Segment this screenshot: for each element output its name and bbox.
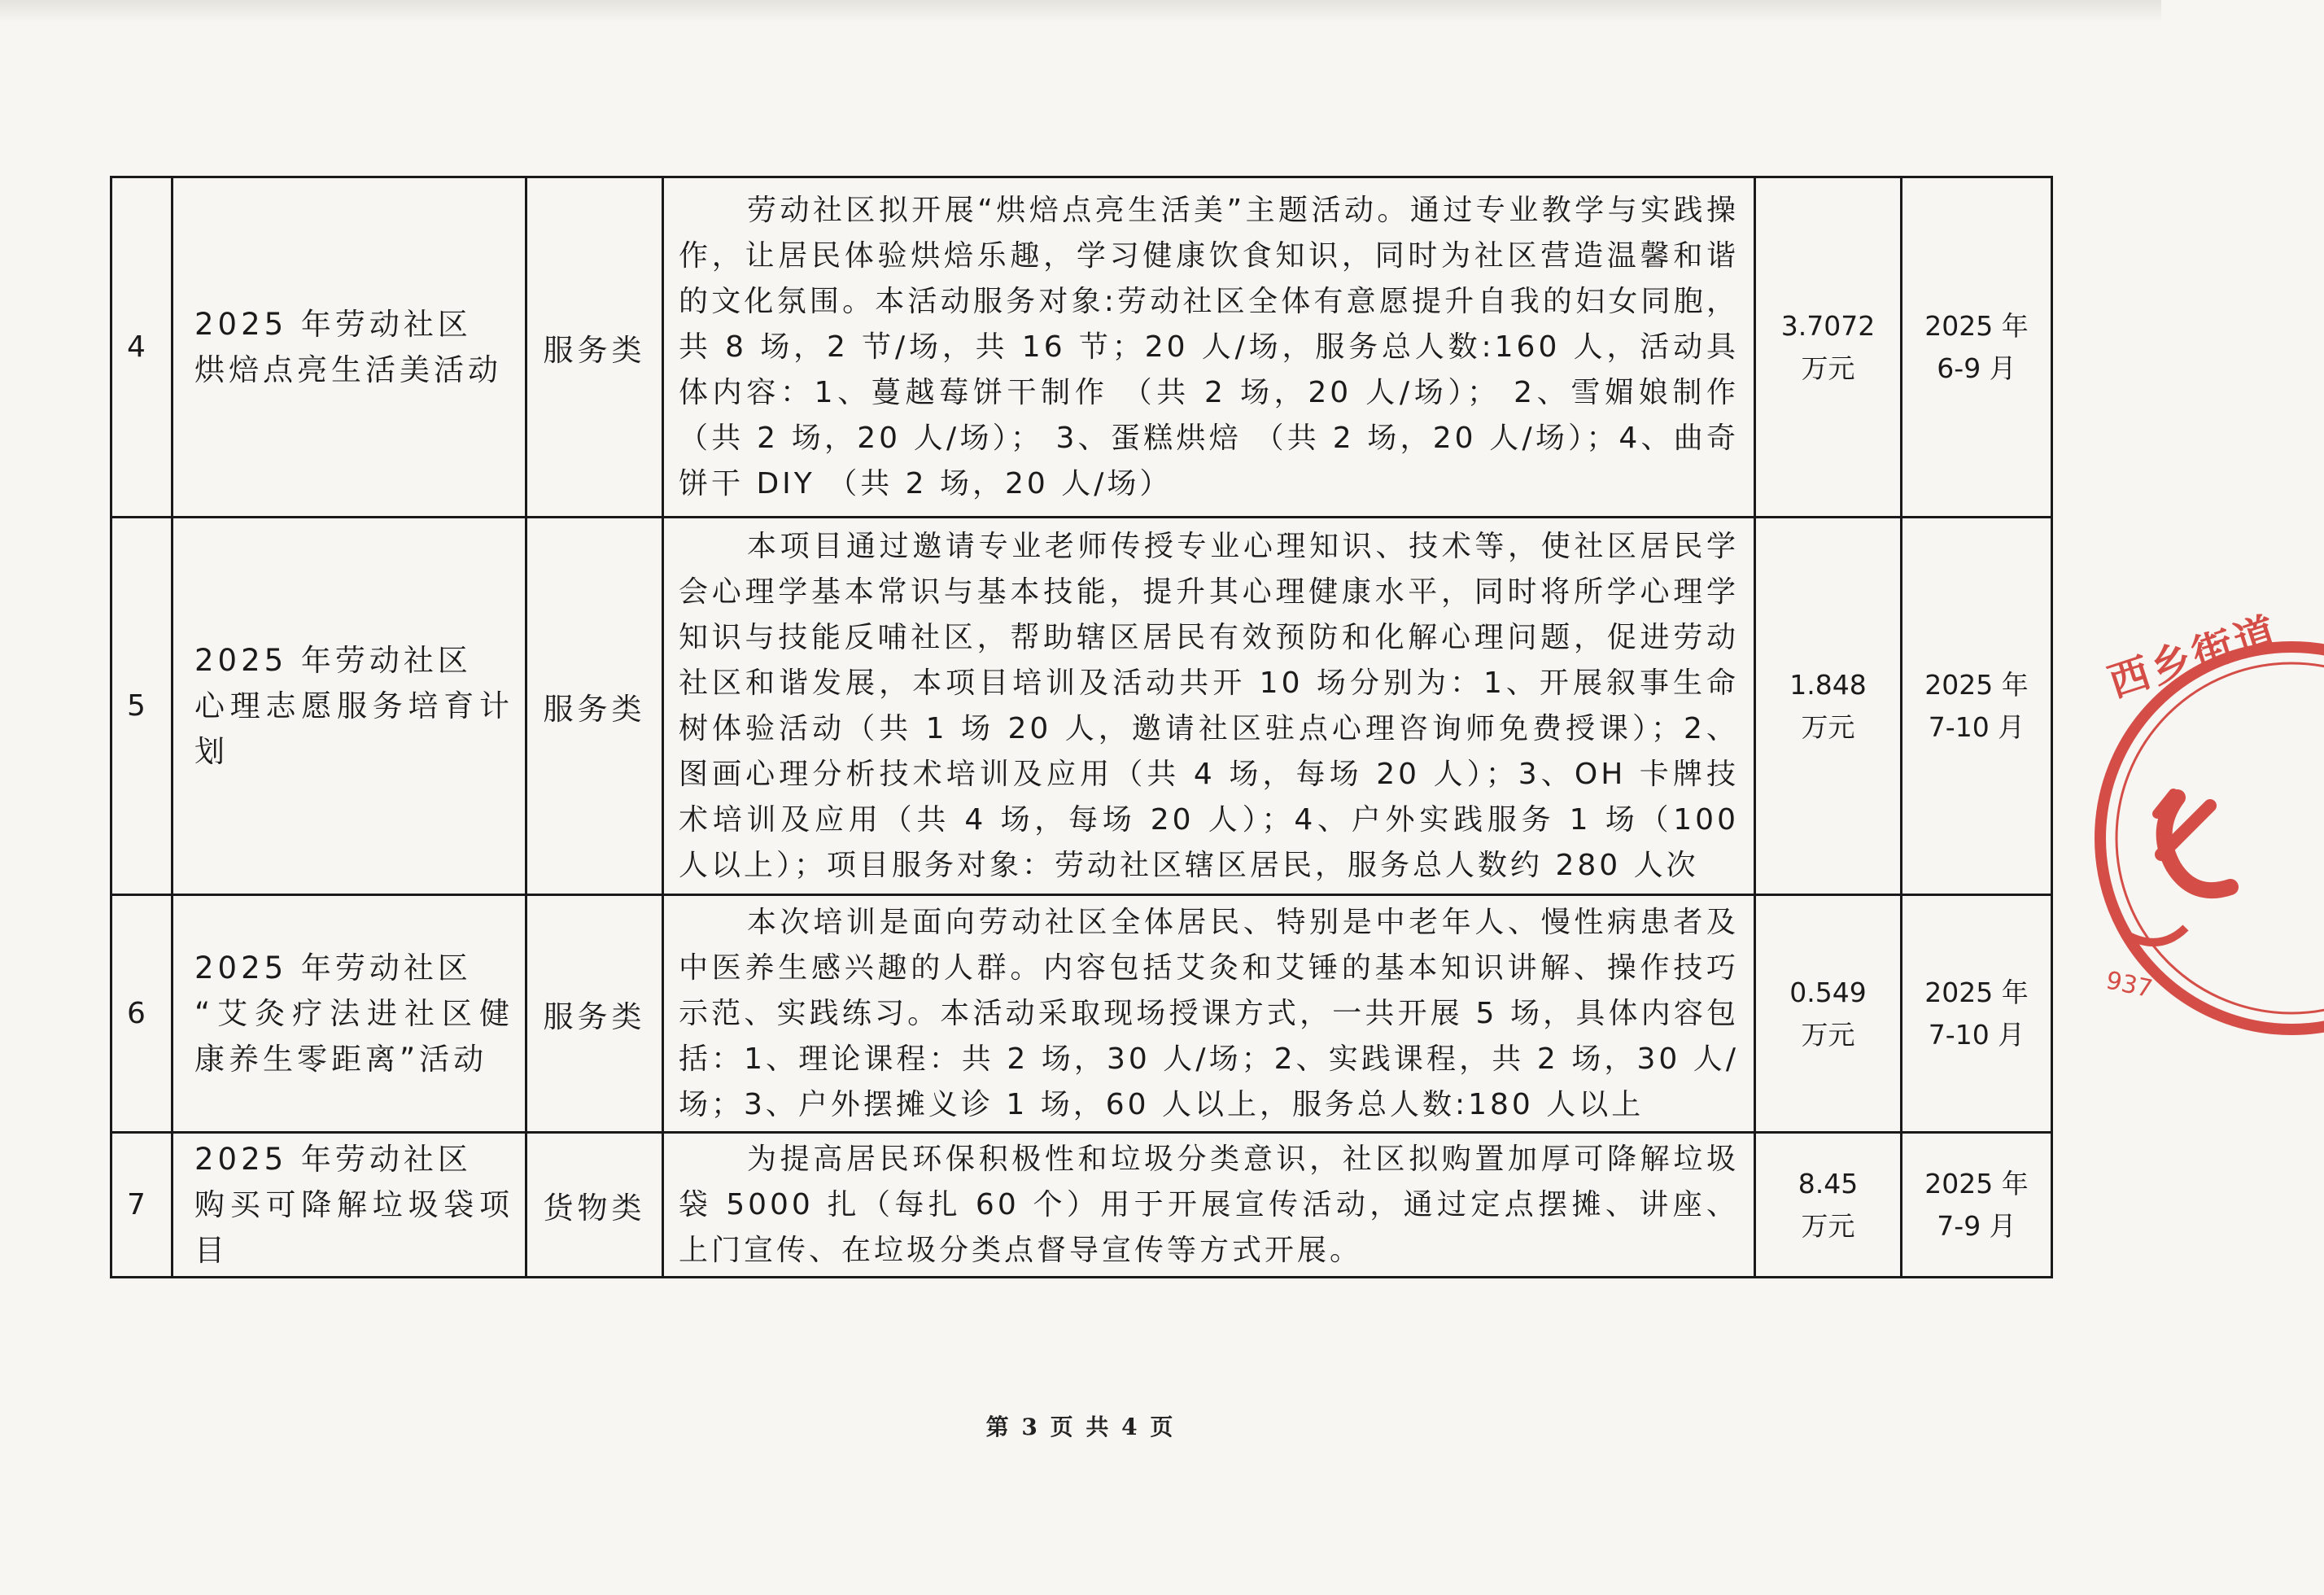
project-name-line: 心理志愿服务培育计划 (194, 688, 513, 769)
row-project-name (173, 1133, 526, 1278)
row-time (1902, 1133, 2052, 1278)
project-name-line: 购买可降解垃圾袋项目 (194, 1186, 513, 1268)
table-row (111, 177, 2052, 518)
row-time (1902, 177, 2052, 518)
amount-unit: 万元 (1801, 352, 1855, 384)
project-table (110, 176, 2053, 1278)
row-description: 本次培训是面向劳动社区全体居民、特别是中老年人、慢性病患者及中医养生感兴趣的人群。内容包括艾灸和艾锤的基本知识讲解、操作技巧示范、实践练习。本活动采取现场授课方式，一共开展 5 场，具体内容包括：1、理论课程：共 2 场，30 人/场；2、实践课程，共 2 场，30 人/场；3、户外摆摊义诊 1 场，60 人以上，服务总人数:180 人以上 (663, 895, 1755, 1133)
page-number: 第 3 页 共 4 页 (985, 1414, 1176, 1440)
row-amount (1755, 177, 1902, 518)
row-category: 服务类 (526, 177, 663, 518)
table-row (111, 1133, 2052, 1278)
row-category: 服务类 (526, 895, 663, 1133)
row-seq: 7 (111, 1133, 173, 1278)
project-name-line: 2025 年劳动社区 (194, 642, 472, 678)
amount-unit: 万元 (1801, 1209, 1855, 1242)
project-name-line: 2025 年劳动社区 (194, 306, 472, 342)
amount-unit: 万元 (1801, 710, 1855, 743)
time-months: 7-10 月 (1928, 1018, 2025, 1051)
row-amount (1755, 518, 1902, 895)
row-seq: 4 (111, 177, 173, 518)
project-name-line: 2025 年劳动社区 (194, 1141, 472, 1177)
row-description: 劳动社区拟开展“烘焙点亮生活美”主题活动。通过专业教学与实践操作，让居民体验烘焙乐趣，学习健康饮食知识，同时为社区营造温馨和谐的文化氛围。本活动服务对象:劳动社区全体有意愿提升自我的妇女同胞，共 8 场，2 节/场，共 16 节；20 人/场，服务总人数:160 人，活动具体内容：1、蔓越莓饼干制作 （共 2 场，20 人/场）； 2、雪媚娘制作 （共 2 场，20 人/场）； 3、蛋糕烘焙 （共 2 场，20 人/场）；4、曲奇饼干 DIY （共 2 场，20 人/场） (663, 177, 1755, 518)
scan-edge-shadow (0, 0, 2161, 23)
time-year: 2025 年 (1924, 668, 2029, 701)
project-name-line: 2025 年劳动社区 (194, 950, 472, 985)
row-project-name (173, 895, 526, 1133)
amount-value: 1.848 (1789, 668, 1867, 701)
row-amount (1755, 895, 1902, 1133)
seal-code-text: 937 (2103, 966, 2156, 1004)
official-seal-stamp (2080, 607, 2324, 1066)
amount-value: 8.45 (1798, 1167, 1859, 1200)
seal-name-text: 西乡街道 (2103, 607, 2285, 707)
amount-value: 0.549 (1789, 976, 1867, 1008)
time-year: 2025 年 (1924, 976, 2029, 1008)
row-category: 服务类 (526, 518, 663, 895)
table-row (111, 895, 2052, 1133)
time-months: 7-9 月 (1937, 1209, 2016, 1242)
seal-shape (2100, 607, 2324, 1029)
row-amount (1755, 1133, 1902, 1278)
amount-unit: 万元 (1801, 1018, 1855, 1051)
row-time (1902, 518, 2052, 895)
row-description: 为提高居民环保积极性和垃圾分类意识，社区拟购置加厚可降解垃圾袋 5000 扎（每扎 60 个）用于开展宣传活动，通过定点摆摊、讲座、上门宣传、在垃圾分类点督导宣传等方式开展。 (663, 1133, 1755, 1278)
row-description: 本项目通过邀请专业老师传授专业心理知识、技术等，使社区居民学会心理学基本常识与基本技能，提升其心理健康水平，同时将所学心理学知识与技能反哺社区，帮助辖区居民有效预防和化解心理问题，促进劳动社区和谐发展，本项目培训及活动共开 10 场分别为：1、开展叙事生命树体验活动（共 1 场 20 人，邀请社区驻点心理咨询师免费授课）；2、图画心理分析技术培训及应用（共 4 场，每场 20 人）；3、OH 卡牌技术培训及应用（共 4 场，每场 20 人）；4、户外实践服务 1 场（100 人以上）；项目服务对象：劳动社区辖区居民，服务总人数约 280 人次 (663, 518, 1755, 895)
row-project-name (173, 177, 526, 518)
project-name-line: 烘焙点亮生活美活动 (194, 352, 502, 387)
time-year: 2025 年 (1924, 309, 2029, 342)
row-project-name (173, 518, 526, 895)
time-months: 6-9 月 (1937, 352, 2016, 384)
time-months: 7-10 月 (1928, 710, 2025, 743)
time-year: 2025 年 (1924, 1167, 2029, 1200)
row-category: 货物类 (526, 1133, 663, 1278)
row-seq: 5 (111, 518, 173, 895)
row-seq: 6 (111, 895, 173, 1133)
project-name-line: “艾灸疗法进社区健康养生零距离”活动 (194, 995, 513, 1077)
row-time (1902, 895, 2052, 1133)
amount-value: 3.7072 (1780, 309, 1876, 342)
table-row (111, 518, 2052, 895)
